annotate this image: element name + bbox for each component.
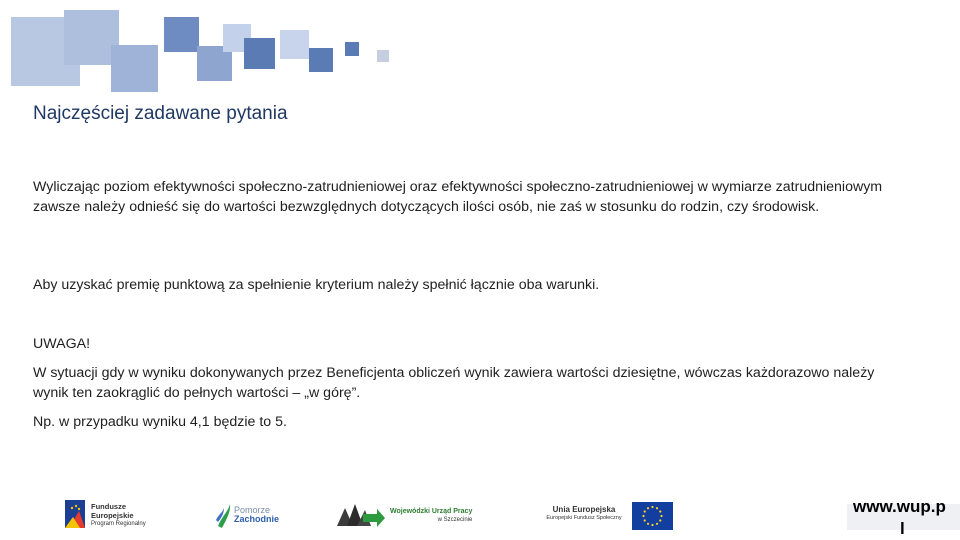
- warning-label: UWAGA!: [33, 336, 91, 352]
- pomorze-label: Zachodnie: [234, 514, 280, 524]
- ue-sublabel: Europejski Fundusz Społeczny: [546, 515, 622, 521]
- logo-wup-szczecin: [337, 496, 482, 534]
- pomorze-emblem-icon: [214, 500, 234, 530]
- ue-label: Unia Europejska: [552, 505, 616, 514]
- paragraph-rounding: W sytuacji gdy w wyniku dokonywanych przez Beneficjenta obliczeń wynik zawiera wartości dziesiętne, wówczas każdorazowo należy wynik ten zaokrąglić do pełnych wartości – „w górę”.: [33, 365, 875, 401]
- logo-unia-europejska: [540, 496, 675, 534]
- decor-square: [345, 42, 359, 56]
- logo-fundusze-europejskie: [64, 496, 164, 534]
- fe-emblem-icon: [64, 497, 88, 531]
- decor-square: [309, 48, 333, 72]
- logo-pomorze-zachodnie: [214, 496, 284, 534]
- pomorze-label: Pomorze: [234, 505, 271, 515]
- decor-square: [164, 17, 199, 52]
- website-link[interactable]: www.wup.p: [853, 497, 946, 516]
- page-title: Najczęściej zadawane pytania: [33, 103, 288, 124]
- paragraph-bonus: Aby uzyskać premię punktową za spełnienie kryterium należy spełnić łącznie oba warunki.: [33, 277, 600, 293]
- decor-square: [111, 45, 158, 92]
- paragraph-example: Np. w przypadku wyniku 4,1 będzie to 5.: [33, 414, 287, 430]
- fe-label: Europejskie: [91, 511, 134, 520]
- website-link-wrap[interactable]: l: [900, 519, 905, 538]
- decor-square: [244, 38, 275, 69]
- wup-emblem-icon: [337, 500, 385, 530]
- decor-square: [280, 30, 309, 59]
- decor-square: [377, 50, 389, 62]
- wup-label: Wojewódzki Urząd Pracy: [390, 508, 473, 515]
- eu-flag-icon: [632, 502, 673, 530]
- fe-label: Fundusze: [91, 502, 126, 511]
- fe-sublabel: Program Regionalny: [91, 521, 146, 527]
- wup-sublabel: w Szczecinie: [437, 517, 473, 523]
- paragraph-efficiency: Wyliczając poziom efektywności społeczno-zatrudnieniowej oraz efektywności społeczno-zatrudnieniowej w wymiarze zatrudnieniowym zawsze należy odnieść się do wartości bezwzględnych dotyczących ilości osób, nie zaś w stosunku do rodzin, czy środowisk.: [33, 179, 883, 215]
